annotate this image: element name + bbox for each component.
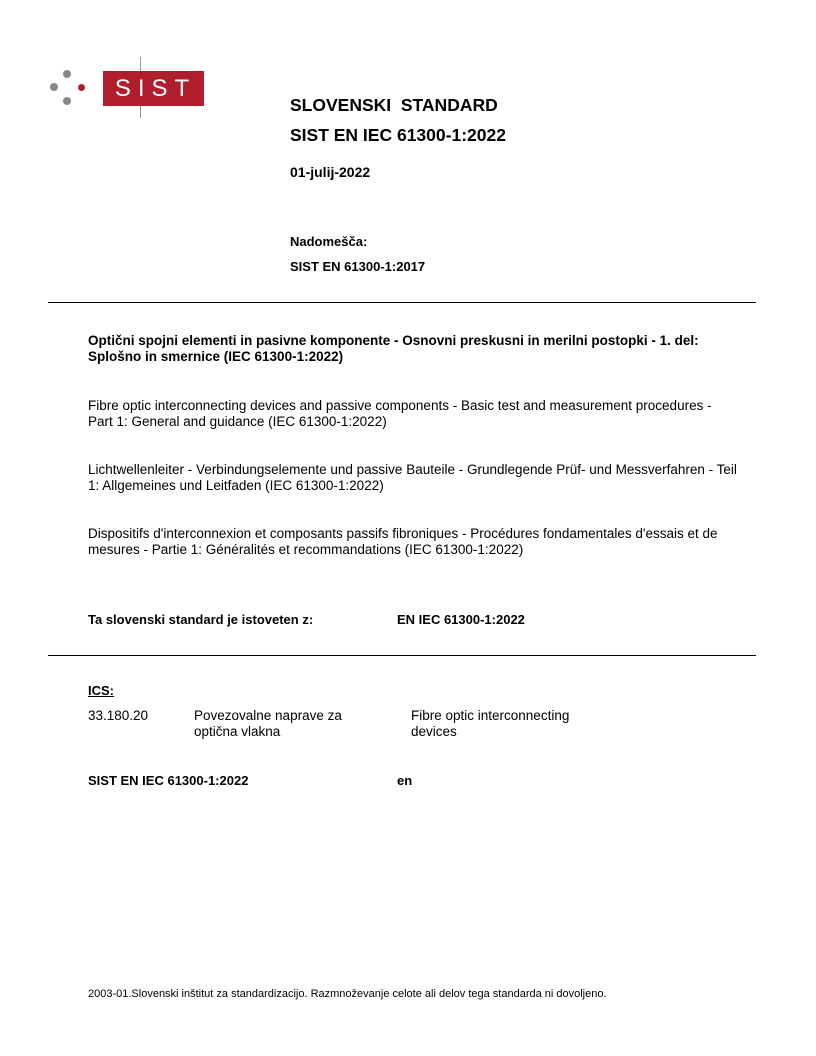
- logo-dot-icon: [63, 97, 71, 105]
- replaces-label: Nadomešča:: [290, 234, 368, 249]
- logo-box: [103, 71, 204, 106]
- title-german: Lichtwellenleiter - Verbindungselemente und passive Bauteile - Grundlegende Prüf- und Messverfahren - Teil 1: Allgemeines und Leitfaden (IEC 61300-1:2022): [88, 462, 737, 493]
- language-code: en: [397, 773, 413, 788]
- ics-description-sl: Povezovalne naprave za optična vlakna: [194, 708, 342, 739]
- identical-label: Ta slovenski standard je istoveten z:: [88, 612, 314, 627]
- standard-id: SIST EN IEC 61300-1:2022: [290, 125, 506, 145]
- logo-dot-icon: [50, 83, 58, 91]
- title-english: Fibre optic interconnecting devices and passive components - Basic test and measurement procedures - Part 1: General and guidance (IEC 61300-1:2022): [88, 398, 712, 429]
- logo-dot-icon: [63, 70, 71, 78]
- identical-value: EN IEC 61300-1:2022: [397, 612, 525, 627]
- bottom-standard-id: SIST EN IEC 61300-1:2022: [88, 773, 249, 788]
- document-type-title: SLOVENSKI STANDARD: [290, 95, 498, 115]
- logo-text: SIST: [114, 75, 197, 102]
- divider: [48, 302, 756, 303]
- ics-description-en: Fibre optic interconnecting devices: [411, 708, 570, 739]
- replaces-value: SIST EN 61300-1:2017: [290, 259, 426, 274]
- title-french: Dispositifs d'interconnexion et composants passifs fibroniques - Procédures fondamentales d'essais et de mesures - Partie 1: Généralités et recommandations (IEC 61300-1:2022): [88, 526, 718, 557]
- publication-date: 01-julij-2022: [290, 164, 371, 180]
- divider: [48, 655, 756, 656]
- ics-code: 33.180.20: [88, 708, 149, 723]
- ics-label: ICS:: [88, 683, 114, 698]
- logo-accent-dot-icon: [78, 84, 85, 91]
- title-slovenian: Optični spojni elementi in pasivne komponente - Osnovni preskusni in merilni postopki - 1. del: Splošno in smernice (IEC 61300-1:2022): [88, 333, 699, 364]
- copyright-footer: 2003-01.Slovenski inštitut za standardizacijo. Razmnoževanje celote ali delov tega standarda ni dovoljeno.: [88, 988, 607, 1000]
